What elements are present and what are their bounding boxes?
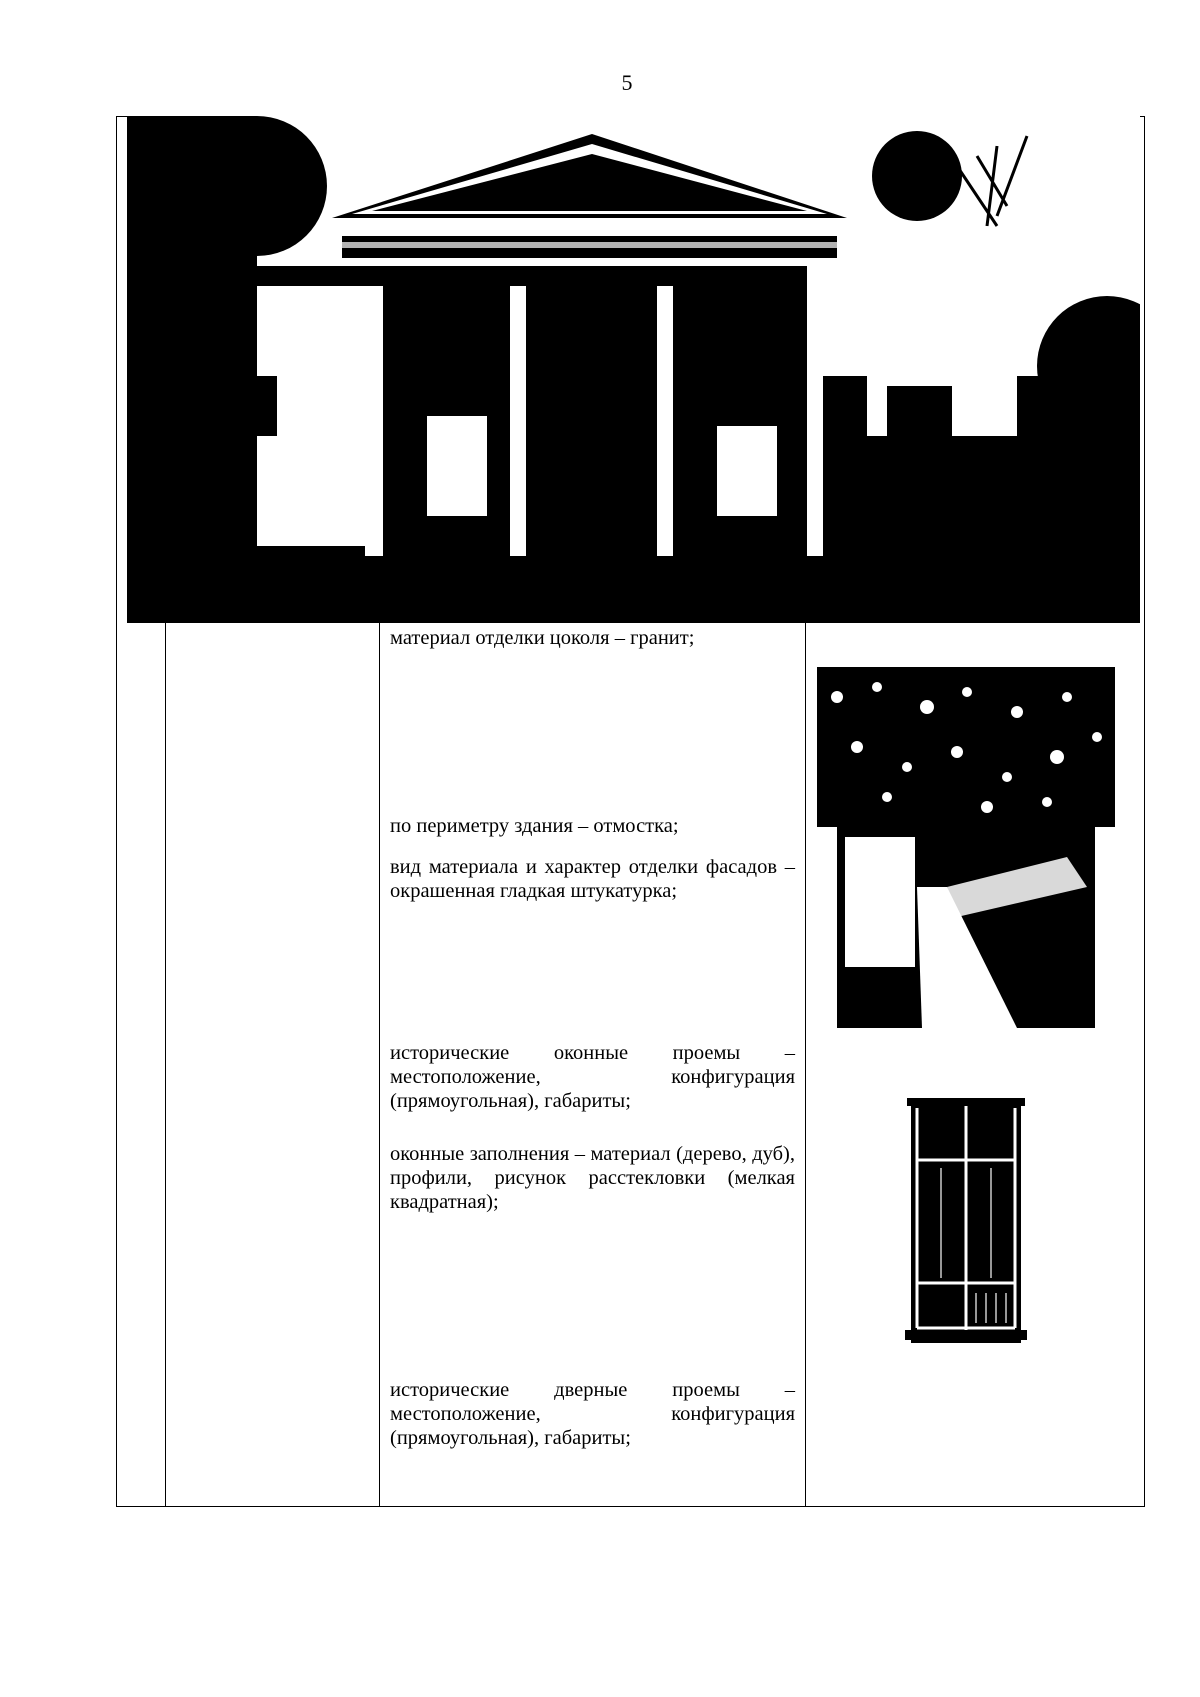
column-divider-3 [805, 623, 806, 1507]
list-item: исторические дверные проемы – местоположение, конфигурация (прямоугольная), габариты; [390, 1379, 795, 1449]
page-number: 5 [621, 70, 633, 95]
list-item: вид материала и характер отделки фасадов – окрашенная гладкая штукатурка; [390, 856, 795, 902]
list-item: исторические оконные проемы – местоположение, конфигурация (прямоугольная), габариты; [390, 1042, 795, 1112]
column-divider-2 [379, 623, 380, 1507]
column-divider-1 [165, 623, 166, 1507]
list-item: по периметру здания – отмостка; [390, 815, 679, 837]
window-photo-icon [901, 1098, 1031, 1343]
list-item: материал отделки цоколя – гранит; [390, 627, 695, 649]
list-item: оконные заполнения – материал (дерево, дуб), профили, рисунок расстекловки (мелкая квадратная); [390, 1143, 795, 1213]
facade-photo-icon [127, 116, 1140, 623]
courtyard-photo-icon [817, 657, 1115, 1028]
